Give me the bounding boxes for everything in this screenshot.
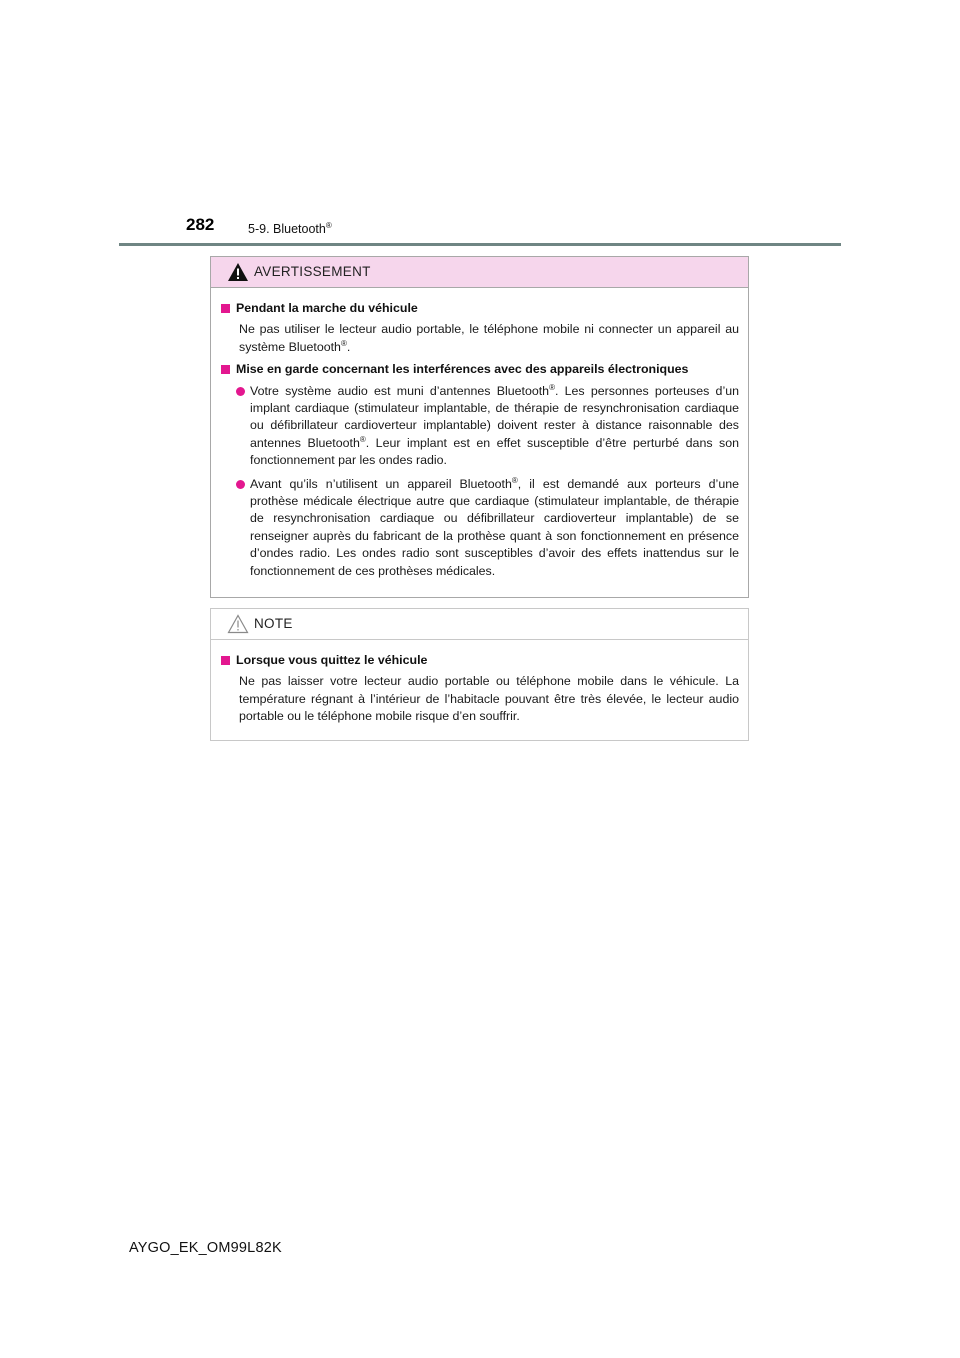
- note-body: [211, 640, 748, 726]
- note-paragraph-leaving: Ne pas laisser votre lecteur audio portable ou téléphone mobile dans le véhicule. La température régnant à l’intérieur de l’habitacle pouvant être très élevée, le lecteur audio portable ou le téléphone mobile risque d’en souffrir.: [239, 674, 739, 724]
- warning-header: [211, 257, 748, 288]
- text: , il est demandé aux porteurs d’une prothèse médicale électrique autre que cardiaque (stimulateur implantable, de thérapie de resynchronisation cardiaque ou défibrillateur cardioverteur implantable) de se renseigner auprès du fabricant de la prothèse quant à son fonctionnement en présence d’ondes radio. Les ondes radio sont susceptibles d’avoir des effets inattendus sur le fonctionnement de ces prothèses médicales.: [250, 476, 739, 578]
- text: . Leur implant est en effet susceptible d’être perturbé dans son fonctionnement par les ondes radio.: [250, 435, 739, 468]
- text: Ne pas utiliser le lecteur audio portable, le téléphone mobile ni connecter un appareil au système Bluetooth: [239, 322, 739, 354]
- section-title: [248, 221, 332, 236]
- warning-heading-driving: [219, 300, 739, 317]
- text: . Les personnes porteuses d’un implant cardiaque (stimulateur implantable, de thérapie de resynchronisation cardiaque ou défibrillateur cardioverteur implantable) doivent rester à distance raisonnable des antennes Bluetooth: [250, 383, 739, 450]
- footer-document-code: AYGO_EK_OM99L82K: [129, 1240, 282, 1256]
- caution-triangle-outline-icon: [227, 614, 249, 634]
- text: .: [346, 339, 351, 354]
- note-title: NOTE: [254, 616, 293, 631]
- square-bullet-icon: [221, 365, 230, 374]
- warning-bullet-prosthesis: [219, 476, 739, 580]
- heading-text: Lorsque vous quittez le véhicule: [236, 653, 428, 667]
- round-bullet-icon: [236, 387, 245, 396]
- heading-text: Pendant la marche du véhicule: [236, 301, 418, 315]
- warning-box: [210, 256, 749, 598]
- section-title-text: 5-9. Bluetooth: [248, 222, 326, 236]
- note-box: [210, 608, 749, 741]
- square-bullet-icon: [221, 656, 230, 665]
- warning-heading-interference: [219, 361, 739, 378]
- round-bullet-icon: [236, 480, 245, 489]
- heading-text: Mise en garde concernant les interférences avec des appareils électroniques: [236, 362, 689, 377]
- text: Avant qu’ils n’utilisent un appareil Bluetooth: [250, 476, 512, 491]
- registered-mark: ®: [325, 221, 332, 230]
- warning-body: [211, 288, 748, 580]
- warning-bullet-antennas: [219, 383, 739, 470]
- registered-mark: ®: [359, 434, 366, 444]
- note-header: [211, 609, 748, 640]
- registered-mark: ®: [549, 382, 555, 392]
- warning-triangle-filled-icon: [227, 262, 249, 282]
- registered-mark: ®: [511, 475, 518, 485]
- registered-mark: ®: [340, 338, 347, 348]
- text: Votre système audio est muni d’antennes Bluetooth: [250, 383, 550, 398]
- square-bullet-icon: [221, 304, 230, 313]
- page-number: 282: [186, 215, 215, 234]
- warning-paragraph-driving: [219, 321, 739, 356]
- header-rule: [119, 243, 841, 246]
- warning-title: AVERTISSEMENT: [254, 264, 371, 279]
- note-heading-leaving: [219, 652, 739, 669]
